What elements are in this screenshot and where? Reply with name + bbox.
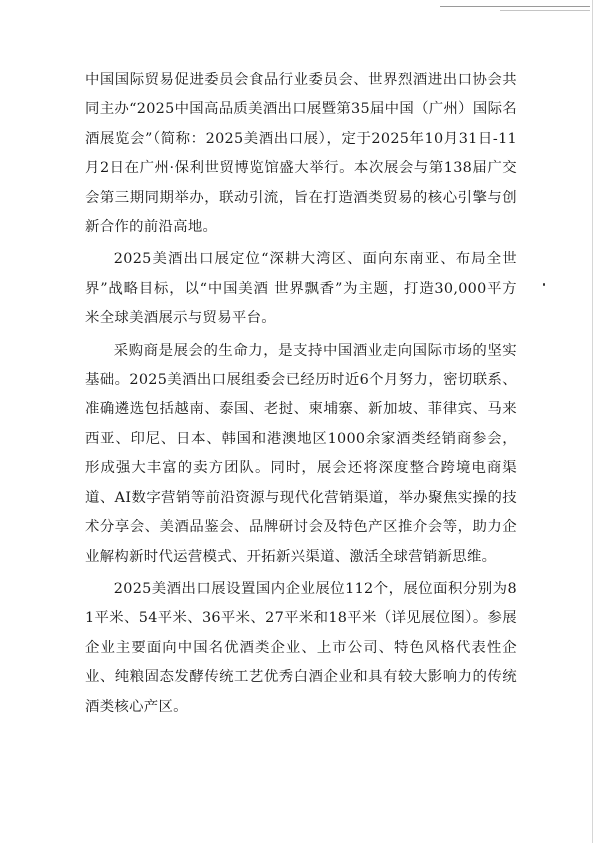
paragraph: 采购商是展会的生命力，是支持中国酒业走向国际市场的坚实基础。2025美酒出口展组委会已经历时近6个月努力，密切联系、准确遴选包括越南、泰国、老挝、柬埔寨、新加坡、菲律宾、马来西亚、印尼、日本、韩国和港澳地区1000余家酒类经销商参会，形成强大丰富的卖方团队。同时，展会还将深度整合跨境电商渠道、AI数字营销等前沿资源与现代化营销渠道，举办聚焦实操的技术分享会、美酒品鉴会、品牌研讨会及特色产区推介会等，助力企业解构新时代运营模式、开拓新兴渠道、激活全球营销新思维。 <box>85 342 517 565</box>
scan-artifact-line <box>440 6 590 7</box>
paragraph: 2025美酒出口展设置国内企业展位112个，展位面积分别为81平米、54平米、36平米、27平米和18平米（详见展位图）。参展企业主要面向中国名优酒类企业、上市公司、特色风格代表性企业、纯粮固态发酵传统工艺优秀白酒企业和具有较大影响力的传统酒类核心产区。 <box>85 580 517 715</box>
document-body <box>85 66 517 722</box>
paragraph: 中国国际贸易促进委员会食品行业委员会、世界烈酒进出口协会共同主办“2025中国高品质美酒出口展暨第35届中国（广州）国际名酒展览会”（简称：2025美酒出口展），定于2025年10月31日-11月2日在广州·保利世贸博览馆盛大举行。本次展会与第138届广交会第三期同期举办，联动引流，旨在打造酒类贸易的核心引擎与创新合作的前沿高地。 <box>85 72 517 236</box>
scan-speck <box>543 283 545 286</box>
page-edge <box>592 0 593 843</box>
paragraph: 2025美酒出口展定位“深耕大湾区、面向东南亚、布局全世界”战略目标，以“中国美酒 世界飘香”为主题，打造30,000平方米全球美酒展示与贸易平台。 <box>85 251 517 327</box>
scan-artifact-line <box>500 10 590 11</box>
